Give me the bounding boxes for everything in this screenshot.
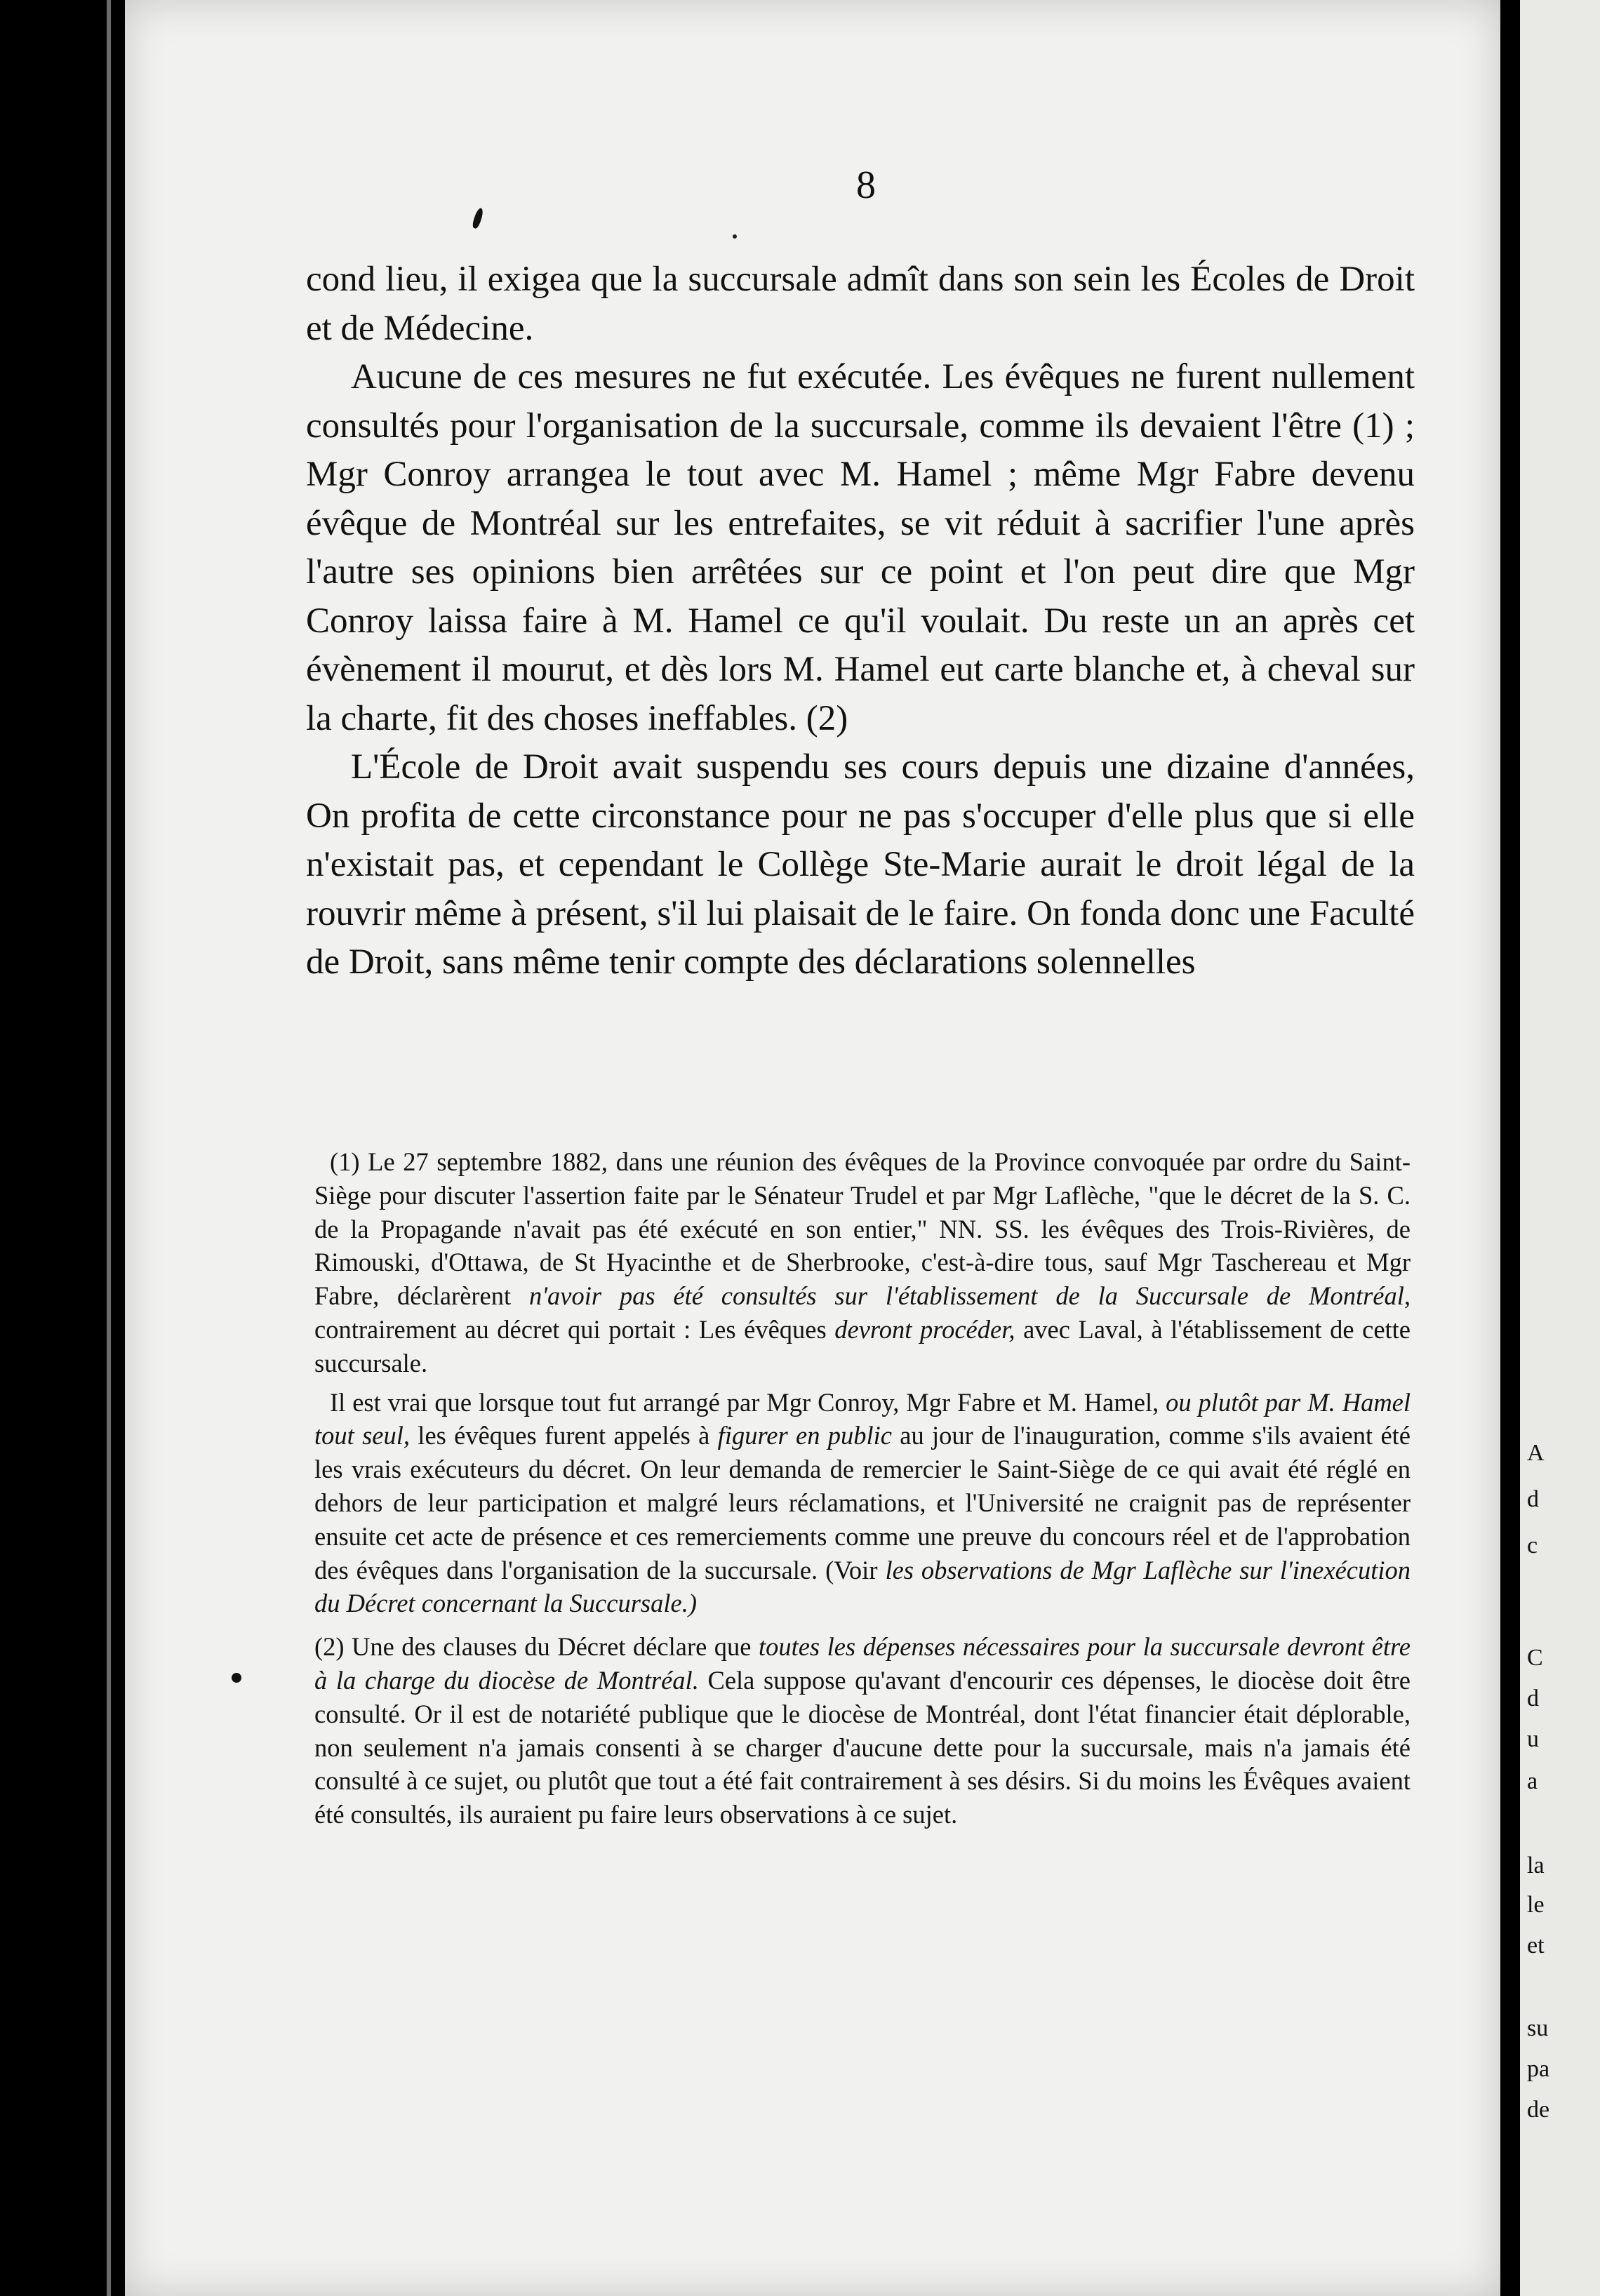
main-text [306,255,1415,987]
paragraph: L'École de Droit avait suspendu ses cours depuis une dizaine d'années, On profita de cette circonstance pour ne pas s'occuper d'elle plus que si elle n'existait pas, et cependant le Collège Ste-Marie aurait le droit légal de la rouvrir même à présent, s'il lui plaisait de le faire. On fonda donc une Faculté de Droit, sans même tenir compte des déclarations solennelles [306,747,1415,982]
footnote-1 [314,1145,1411,1380]
footnote-text: avec Laval, à l'établissement de cette succursale. [314,1314,1411,1377]
footnote-text: les évêques furent appelés à [418,1421,710,1450]
footnote-italic-text: les observations de Mgr Laflèche sur l'inexécution du Décret concernant la Succursale.) [314,1555,1411,1618]
next-page-text: u [1527,1726,1539,1752]
paragraph: cond lieu, il exigea que la succursale admît dans son sein les Écoles de Droit et de Médecine. [306,260,1415,348]
footnote-italic-text: ou plutôt par M. Hamel tout seul, [314,1387,1411,1450]
footnote-text: (1) Le 27 septembre 1882, dans une réunion des évêques de la Province convoquée par ordre du Saint-Siège pour discuter l'assertion faite par le Sénateur Trudel et par Mgr Laflèche, "que le décret de la S. C. de la Propagande n'avait pas été exécuté en son entier," NN. SS. les évêques des Trois-Rivières, de Rimouski, d'Ottawa, de St Hyacinthe et de Sherbrooke, c'est-à-dire tous, sauf Mgr Taschereau et Mgr Fabre, déclarèrent [314,1147,1411,1311]
footnote-text: contrairement au décret qui portait : Les évêques [314,1314,827,1344]
next-page-text: la [1527,1853,1545,1878]
footnotes [314,1145,1411,1831]
paragraph: Aucune de ces mesures ne fut exécutée. Les évêques ne furent nullement consultés pour l'organisation de la succursale, comme ils devaient l'être (1) ; Mgr Conroy arrangea le tout avec M. Hamel ; même Mgr Fabre devenu évêque de Montréal sur les entrefaites, se vit réduit à sacrifier l'une après l'autre ses opinions bien arrêtées sur ce point et l'on peut dire que Mgr Conroy laissa faire à M. Hamel ce qu'il voulait. Du reste un an après cet évènement il mourut, et dès lors M. Hamel eut carte blanche et, à cheval sur la charte, fit des choses ineffables. (2) [306,357,1415,738]
next-page-text: le [1527,1892,1545,1918]
footnote-italic-text: toutes les dépenses nécessaires pour la succursale devront être à la charge du diocèse de Montréal. [314,1632,1411,1695]
footnote-text: Cela suppose qu'avant d'encourir ces dépenses, le diocèse doit être consulté. Or il est de notariété publique que le diocèse de Montréal, dont l'état financier était déplorable, non seulement n'a jamais consenti à se charger d'aucune dette pour la succursale, mais n'a jamais été consulté à ce sujet, ou plutôt que tout a été fait contrairement à ses désirs. Si du moins les Évêques avaient été consultés, ils auraient pu faire leurs observations à ce sujet. [314,1665,1411,1829]
page-number: 8 [856,163,876,207]
next-page-text: C [1527,1645,1543,1671]
next-page-text: c [1527,1533,1538,1559]
next-page-text: a [1527,1768,1538,1794]
footnote-italic-text: n'avoir pas été consultés sur l'établissement de la Succursale de Montréal, [528,1281,1411,1311]
footnote-text: au jour de l'inauguration, comme s'ils avaient été les vrais exécuteurs du décret. On leur demanda de remercier le Saint-Siège de ce qui avait été réglé en dehors de leur participation et malgré leurs réclamations, et l'Université ne craignit pas de représenter ensuite cet acte de présence et ces remerciements comme une preuve du concours réel et de l'approbation des évêques dans l'organisation de la succursale. (Voir [314,1421,1411,1584]
footnote-1-continued [314,1386,1411,1621]
next-page-text: d [1527,1486,1539,1512]
next-page-fragment [1520,0,1600,2296]
page-gutter [1500,0,1520,2296]
footnote-text: (2) Une des clauses du Décret déclare que [314,1632,752,1662]
ink-dot [232,1673,241,1683]
footnote-italic-text: figurer en public [717,1421,892,1450]
next-page-text: A [1527,1440,1545,1466]
ink-speck [733,234,737,239]
next-page-text: su [1527,2015,1549,2041]
footnote-2 [314,1630,1411,1831]
scan-left-edge-line [107,0,111,2296]
next-page-text: de [1527,2097,1550,2123]
next-page-text: et [1527,1933,1545,1958]
footnote-text: Il est vrai que lorsque tout fut arrangé par Mgr Conroy, Mgr Fabre et M. Hamel, [330,1387,1159,1417]
next-page-text: d [1527,1686,1539,1711]
next-page-text: pa [1527,2056,1550,2082]
footnote-italic-text: devront procéder, [834,1314,1015,1344]
